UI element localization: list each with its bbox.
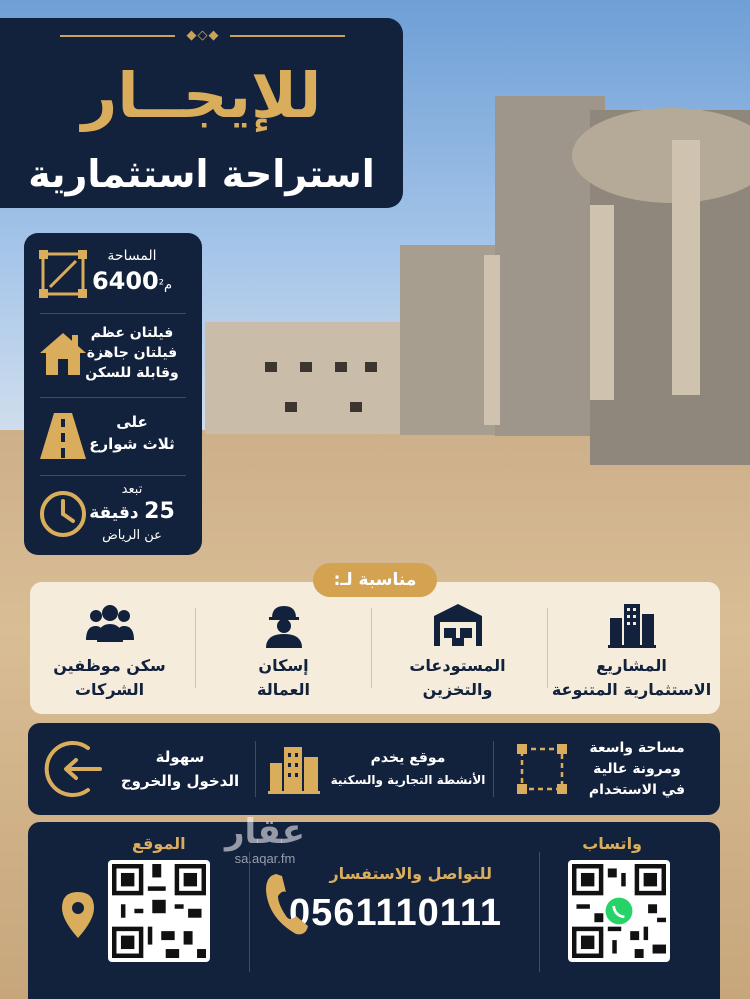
exit-icon [44, 738, 106, 800]
expand-area-icon [514, 741, 570, 797]
location-qr-code[interactable] [108, 860, 210, 962]
stat-villas-line2: فيلتان جاهزة [86, 345, 178, 361]
features-card [28, 723, 720, 815]
title-sub: استراحة استثمارية [28, 152, 375, 196]
feature-text [582, 723, 692, 815]
suitable-line1: إسكان [258, 656, 309, 675]
window [285, 402, 297, 412]
suitable-line2: والتخزين [422, 680, 493, 699]
pillar [590, 205, 614, 400]
suitable-item-label [549, 654, 714, 702]
divider [195, 608, 196, 688]
phone-number[interactable]: 0561110111 [289, 892, 502, 934]
suitable-line2: الاستثمارية المتنوعة [551, 680, 712, 699]
suitable-line1: سكن موظفين [53, 656, 166, 675]
house-icon [38, 329, 88, 379]
watermark-text: عقار [224, 812, 306, 852]
road-icon [38, 411, 88, 461]
ornament-line [60, 35, 175, 37]
worker-icon [258, 602, 310, 648]
inquiry-label: للتواصل والاستفسار [329, 864, 492, 883]
stat-villas-line3: وقابلة للسكن [85, 365, 179, 381]
divider [371, 608, 372, 688]
whatsapp-label: واتساب [582, 834, 642, 853]
suitable-tag: مناسبة لـ: [313, 563, 437, 597]
suitable-card [30, 582, 720, 714]
divider [249, 852, 250, 972]
feature-text [120, 723, 240, 815]
stat-area-value-row [76, 265, 188, 302]
suitable-line1: المستودعات [409, 656, 506, 675]
feature-line1: مساحة واسعة [589, 739, 685, 756]
stat-distance-value: 25 [144, 499, 175, 524]
qr-pattern [572, 864, 666, 958]
window [350, 402, 362, 412]
clock-icon [38, 489, 88, 539]
suitable-line2: العمالة [257, 680, 310, 699]
stat-area-label: المساحة [107, 248, 157, 264]
suitable-line2: الشركات [74, 680, 145, 699]
title-main: للإيجــار [81, 59, 322, 132]
area-icon [38, 249, 88, 299]
group-icon [84, 602, 136, 648]
pillar [672, 140, 700, 395]
ornament-line [230, 35, 345, 37]
stat-area-unit: م² [158, 278, 173, 293]
window [365, 362, 377, 372]
feature-line3: في الاستخدام [588, 781, 686, 798]
stat-area-text [76, 247, 188, 302]
suitable-item-labor-housing [201, 582, 366, 714]
stat-villas-line1: فيلتان عظم [90, 325, 174, 341]
buildings-icon [606, 602, 658, 648]
city-icon [266, 741, 322, 797]
divider [547, 608, 548, 688]
suitable-item-projects [549, 582, 714, 714]
warehouse-icon [432, 602, 484, 648]
window [335, 362, 347, 372]
stats-card [24, 233, 202, 555]
suitable-line1: المشاريع [596, 656, 667, 675]
title-ornament [60, 28, 345, 44]
stat-distance-row [76, 498, 188, 527]
feature-text [328, 723, 488, 815]
stat-roads-line2: ثلاث شوارع [89, 435, 175, 453]
feature-spacious [494, 723, 720, 815]
stat-roads-line1: على [116, 413, 148, 431]
stat-roads [24, 403, 202, 471]
stat-distance-unit: دقيقة [89, 503, 139, 523]
stat-roads-text [76, 411, 188, 455]
location-pin-icon [58, 890, 98, 940]
ornament-diamonds: ◆◇◆ [186, 28, 220, 43]
feature-line1: موقع يخدم [370, 750, 446, 766]
suitable-item-label [375, 654, 540, 702]
feature-location [258, 723, 494, 815]
stat-distance [24, 479, 202, 551]
divider [40, 475, 186, 476]
building-far [205, 322, 405, 434]
stat-area [24, 245, 202, 307]
stat-distance-text [76, 481, 188, 545]
suitable-item-warehouses [375, 582, 540, 714]
watermark-url: sa.aqar.fm [234, 851, 296, 866]
whatsapp-qr-code[interactable] [568, 860, 670, 962]
stat-villas-text [76, 323, 188, 383]
window [300, 362, 312, 372]
window [265, 362, 277, 372]
aqar-watermark [205, 812, 325, 866]
location-label: الموقع [132, 834, 186, 853]
suitable-item-employee-housing [27, 582, 192, 714]
feature-line2: ومرونة عالية [593, 760, 681, 777]
divider [40, 397, 186, 398]
feature-access [28, 723, 256, 815]
qr-pattern [112, 864, 206, 958]
pillar [484, 255, 500, 425]
phone-icon [262, 870, 310, 938]
feature-line1: سهولة [155, 748, 205, 766]
stat-distance-line1: تبعد [121, 482, 143, 497]
contact-card [28, 822, 720, 999]
stat-villas [24, 319, 202, 393]
title-card [0, 18, 403, 208]
feature-line2: الأنشطة التجارية والسكنية [330, 773, 486, 787]
suitable-item-label [201, 654, 366, 702]
suitable-item-label [27, 654, 192, 702]
divider [539, 852, 540, 972]
stat-distance-line3: عن الرياض [102, 528, 162, 543]
stat-area-value: 6400 [91, 267, 159, 295]
feature-line2: الدخول والخروج [120, 772, 240, 790]
divider [40, 313, 186, 314]
